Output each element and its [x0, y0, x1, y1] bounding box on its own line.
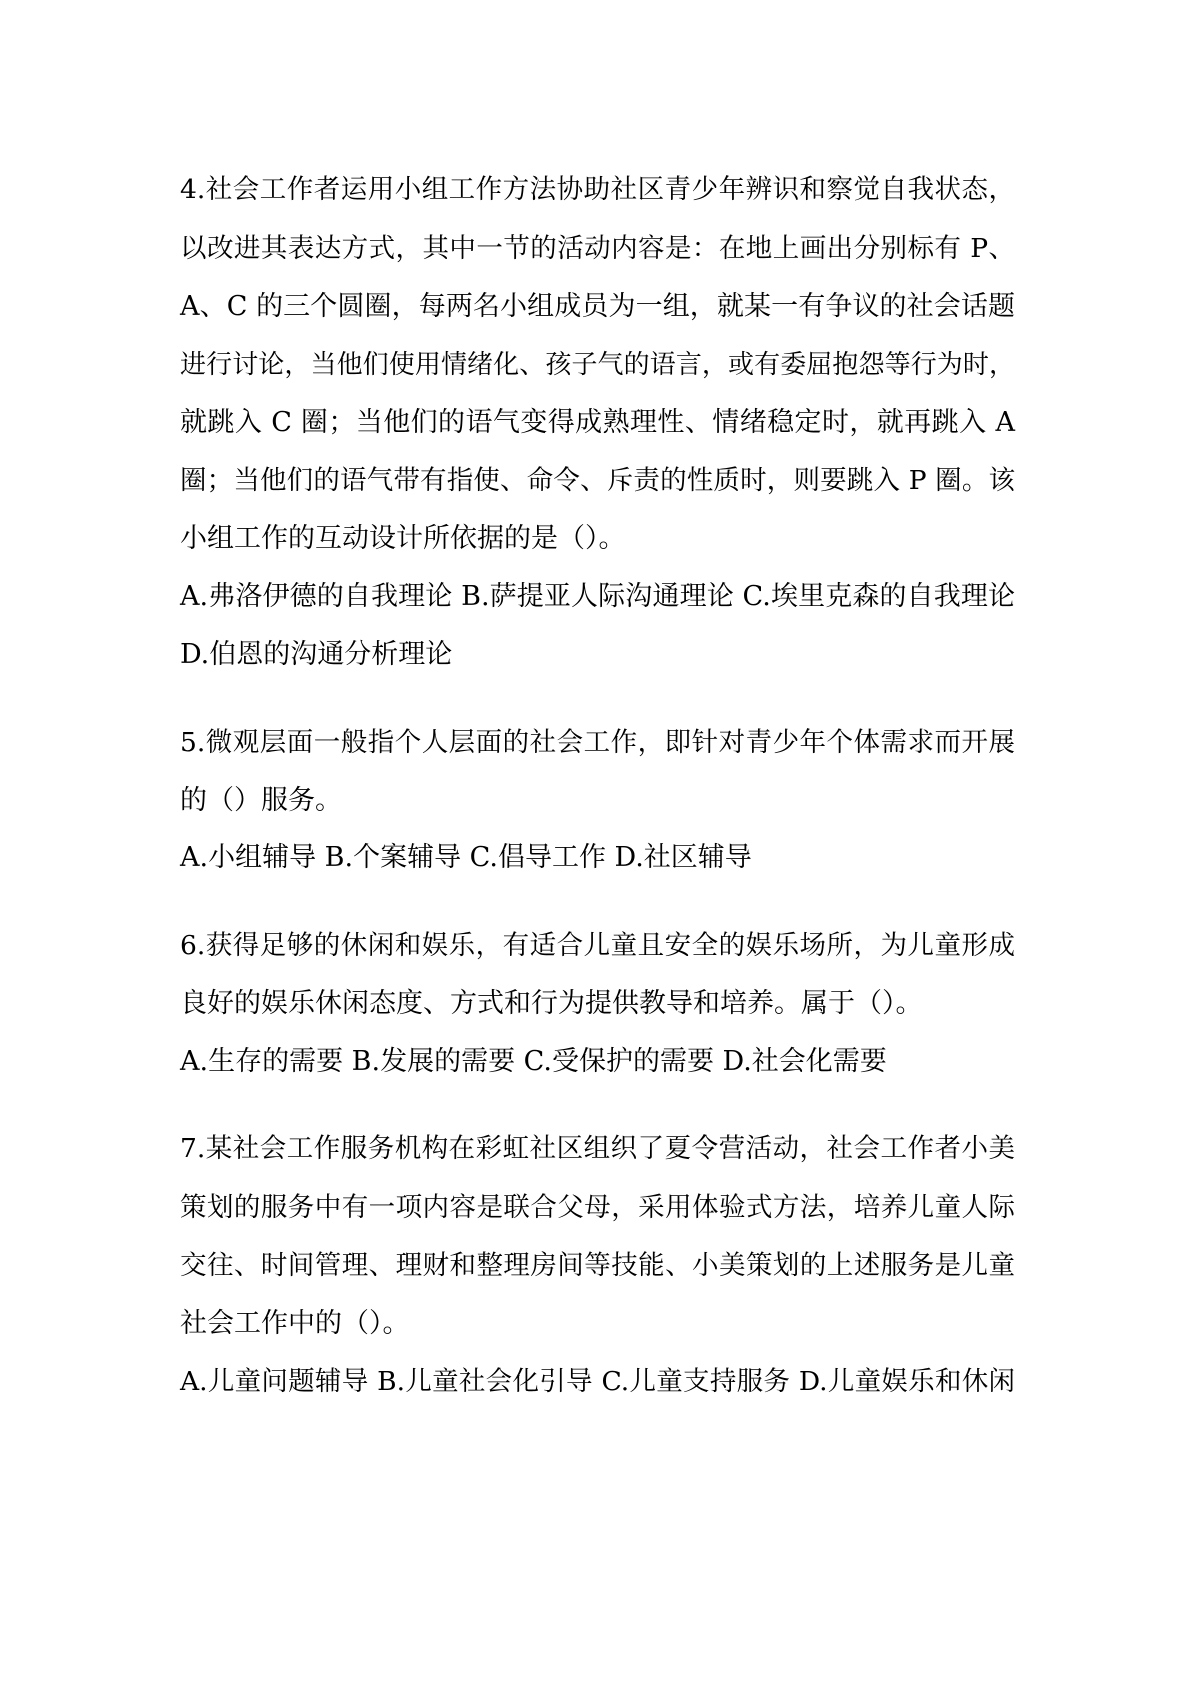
question-stem-line: 圈；当他们的语气带有指使、命令、斥责的性质时，则要跳入 P 圈。该	[180, 465, 1015, 496]
question-options-line: A.小组辅导 B.个案辅导 C.倡导工作 D.社区辅导	[180, 842, 752, 873]
question-stem-line: 就跳入 C 圈；当他们的语气变得成熟理性、情绪稳定时，就再跳入 A	[180, 407, 1015, 438]
question-stem-line: 社会工作中的（）。	[180, 1308, 410, 1339]
question-stem-line: 4.社会工作者运用小组工作方法协助社区青少年辨识和察觉自我状态，	[180, 174, 1015, 205]
question-options-line: D.伯恩的沟通分析理论	[180, 639, 453, 670]
question-stem-line: A、C 的三个圆圈，每两名小组成员为一组，就某一有争议的社会话题	[180, 291, 1015, 322]
question-stem-line: 交往、时间管理、理财和整理房间等技能、小美策划的上述服务是儿童	[180, 1250, 1015, 1281]
question-stem-line: 良好的娱乐休闲态度、方式和行为提供教导和培养。属于（）。	[180, 988, 923, 1019]
question-options-line: A.生存的需要 B.发展的需要 C.受保护的需要 D.社会化需要	[180, 1046, 887, 1077]
question-stem-line: 的（）服务。	[180, 785, 342, 816]
question-stem-line: 以改进其表达方式，其中一节的活动内容是：在地上画出分别标有 P、	[180, 233, 1015, 264]
question-options-line: A.弗洛伊德的自我理论 B.萨提亚人际沟通理论 C.埃里克森的自我理论	[180, 581, 1015, 612]
question-stem-line: 进行讨论，当他们使用情绪化、孩子气的语言，或有委屈抱怨等行为时，	[180, 350, 1015, 380]
question-options-line: A.儿童问题辅导 B.儿童社会化引导 C.儿童支持服务 D.儿童娱乐和休闲	[180, 1366, 1015, 1397]
question-stem-line: 6.获得足够的休闲和娱乐，有适合儿童且安全的娱乐场所，为儿童形成	[180, 930, 1015, 961]
question-stem-line: 7.某社会工作服务机构在彩虹社区组织了夏令营活动，社会工作者小美	[180, 1133, 1015, 1164]
question-stem-line: 小组工作的互动设计所依据的是（）。	[180, 523, 626, 554]
question-stem-line: 5.微观层面一般指个人层面的社会工作，即针对青少年个体需求而开展	[180, 727, 1015, 758]
question-stem-line: 策划的服务中有一项内容是联合父母，采用体验式方法，培养儿童人际	[180, 1192, 1015, 1223]
